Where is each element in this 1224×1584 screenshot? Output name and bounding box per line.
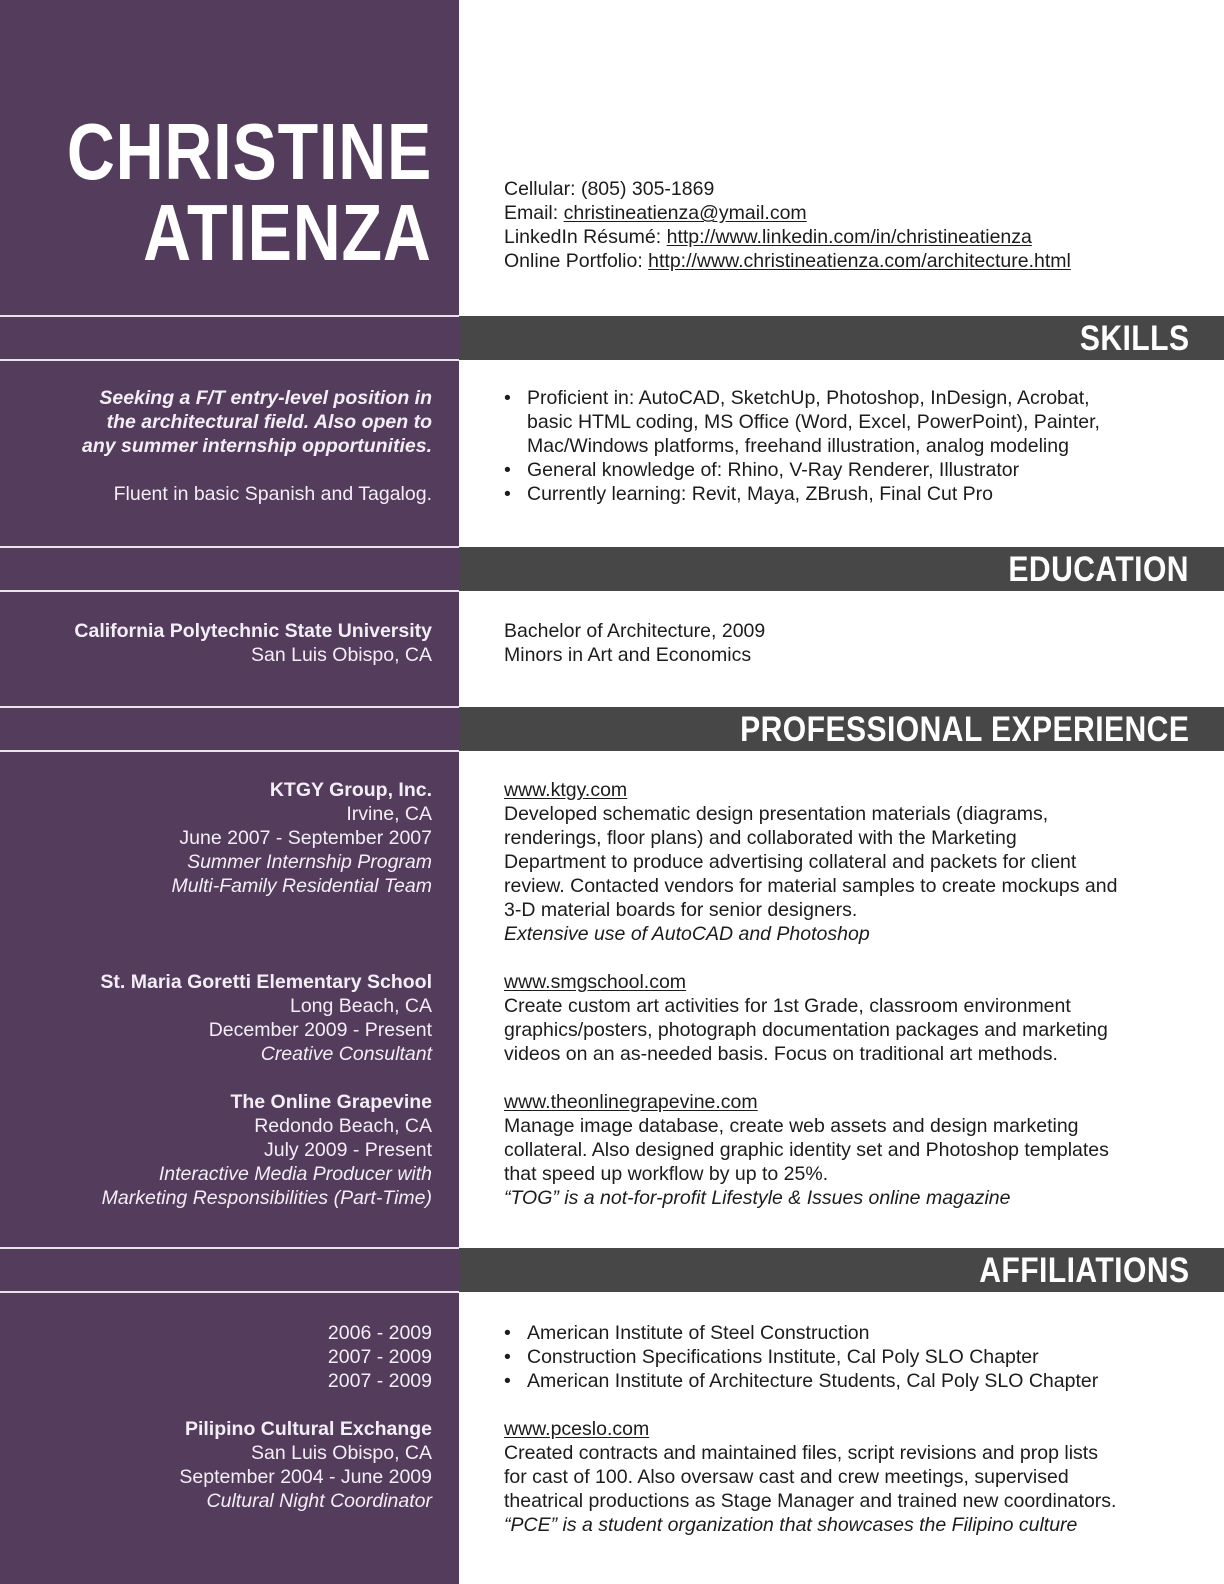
list-item: • American Institute of Steel Construction [504,1321,1194,1345]
affiliation-years: 2007 - 2009 [327,1346,432,1368]
affiliations-list-block: • American Institute of Steel Construction • Construction Specifications Institute, Cal Poly SLO Chapter • American Institute of Architecture Students, Cal Poly SLO Chapter www.pceslo.com Created contracts and maintained files, script revisions and prop lists for cast of 100. Also oversaw cast and crew meetings, supervised theatrical productions as Stage Manager and trained new coordinators. “PCE” is a student organization that showcases the Filipino culture [504,1321,1194,1537]
job-smg-info [12,970,432,1066]
affiliation-org: Pilipino Cultural Exchange [184,1418,432,1440]
affiliations-header-band [459,1248,1224,1292]
job-tog-info [12,1090,432,1210]
objective-line: Seeking a F/T entry-level position in [99,387,432,409]
job-ktgy-desc: www.ktgy.com Developed schematic design presentation materials (diagrams, renderings, floor plans) and collaborated with the Marketing Department to produce advertising collateral and packets for client review. Contacted vendors for material samples to create mockups and 3-D material boards for senior designers. Extensive use of AutoCAD and Photoshop [504,778,1194,946]
skills-list [504,386,1194,506]
skills-header-band [459,316,1224,360]
affiliations-title: AFFILIATIONS [978,1251,1189,1290]
education-header-band [459,547,1224,591]
job-dates: July 2009 - Present [263,1139,432,1161]
sidebar-divider [0,1291,459,1293]
job-note: Extensive use of AutoCAD and Photoshop [504,923,870,945]
affiliation-role: Cultural Night Coordinator [206,1490,432,1512]
job-org: KTGY Group, Inc. [269,779,432,801]
minors-text: Minors in Art and Economics [504,644,752,666]
sidebar-divider [0,546,459,548]
affiliation-note: “PCE” is a student organization that showcases the Filipino culture [504,1514,1078,1536]
job-role: Marketing Responsibilities (Part-Time) [101,1187,432,1209]
list-item: • Construction Specifications Institute, Cal Poly SLO Chapter [504,1345,1194,1369]
ktgy-link[interactable]: www.ktgy.com [504,779,628,801]
job-role: Multi-Family Residential Team [171,875,432,897]
experience-header-band [459,707,1224,751]
objective-block [12,386,432,506]
job-org: St. Maria Goretti Elementary School [100,971,432,993]
job-location: Irvine, CA [346,803,432,825]
list-item: • Currently learning: Revit, Maya, ZBrush, Final Cut Pro [504,482,1194,506]
objective-line: the architectural field. Also open to [106,411,432,433]
sidebar-divider [0,359,459,361]
sidebar-divider [0,590,459,592]
education-school-block [12,619,432,667]
school-location: San Luis Obispo, CA [250,644,432,666]
affiliations-years-block [12,1321,432,1513]
job-dates: June 2007 - September 2007 [179,827,432,849]
experience-title: PROFESSIONAL EXPERIENCE [739,710,1189,749]
email-link[interactable]: christineatienza@ymail.com [563,202,807,224]
list-item: • Proficient in: AutoCAD, SketchUp, Photoshop, InDesign, Acrobat, basic HTML coding, MS Office (Word, Excel, PowerPoint), Painter, Mac/Windows platforms, freehand illustration, analog modeling [504,386,1194,458]
linkedin-link[interactable]: http://www.linkedin.com/in/christineatienza [666,226,1032,248]
job-role: Creative Consultant [260,1043,432,1065]
education-degree-block [504,619,1194,667]
objective-line: any summer internship opportunities. [82,435,432,457]
job-tog-desc: www.theonlinegrapevine.com Manage image database, create web assets and design marketing collateral. Also designed graphic identity set and Photoshop templates that speed up workflow by up to 25%. “TOG” is a not-for-profit Lifestyle & Issues online magazine [504,1090,1194,1210]
sidebar-divider [0,315,459,317]
school-name: California Polytechnic State University [74,620,432,642]
job-role: Interactive Media Producer with [158,1163,432,1185]
job-location: Redondo Beach, CA [254,1115,432,1137]
affiliation-dates: September 2004 - June 2009 [179,1466,432,1488]
affiliation-years: 2007 - 2009 [327,1370,432,1392]
first-name: CHRISTINE [66,107,432,196]
sidebar-divider [0,1247,459,1249]
contact-email: Email: christineatienza@ymail.com [504,202,807,224]
theonlinegrapevine-link[interactable]: www.theonlinegrapevine.com [504,1091,758,1113]
contact-cellular: Cellular: (805) 305-1869 [504,178,715,200]
job-role: Summer Internship Program [187,851,432,873]
portfolio-link[interactable]: http://www.christineatienza.com/architecture.html [648,250,1071,272]
skills-title: SKILLS [1079,319,1189,358]
smgschool-link[interactable]: www.smgschool.com [504,971,687,993]
list-item: • American Institute of Architecture Students, Cal Poly SLO Chapter [504,1369,1194,1393]
pceslo-link[interactable]: www.pceslo.com [504,1418,650,1440]
last-name: ATIENZA [143,188,432,277]
education-title: EDUCATION [1008,550,1189,589]
contact-portfolio: Online Portfolio: http://www.christineatienza.com/architecture.html [504,250,1071,272]
job-ktgy-info [12,778,432,898]
sidebar-divider [0,750,459,752]
languages-text: Fluent in basic Spanish and Tagalog. [113,483,432,505]
contact-linkedin: LinkedIn Résumé: http://www.linkedin.com/in/christineatienza [504,226,1032,248]
job-location: Long Beach, CA [289,995,432,1017]
sidebar-divider [0,706,459,708]
job-smg-desc: www.smgschool.com Create custom art activities for 1st Grade, classroom environment graphics/posters, photograph documentation packages and marketing videos on an as-needed basis. Focus on traditional art methods. [504,970,1194,1066]
job-org: The Online Grapevine [230,1091,432,1113]
affiliation-years: 2006 - 2009 [327,1322,432,1344]
degree-text: Bachelor of Architecture, 2009 [504,620,766,642]
job-dates: December 2009 - Present [208,1019,432,1041]
affiliation-location: San Luis Obispo, CA [250,1442,432,1464]
contact-block [504,177,1194,273]
list-item: • General knowledge of: Rhino, V-Ray Renderer, Illustrator [504,458,1194,482]
job-note: “TOG” is a not-for-profit Lifestyle & Issues online magazine [504,1187,1011,1209]
